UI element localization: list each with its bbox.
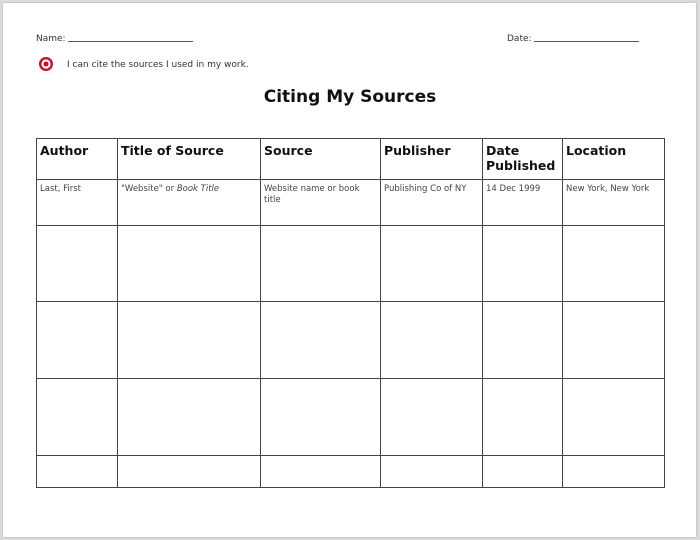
blank-cell[interactable]	[261, 379, 381, 456]
blank-cell[interactable]	[118, 302, 261, 379]
example-row	[37, 180, 665, 226]
blank-cell[interactable]	[483, 379, 563, 456]
blank-cell[interactable]	[563, 379, 665, 456]
example-title	[118, 180, 261, 226]
blank-cell[interactable]	[37, 302, 118, 379]
date-label: Date:	[507, 34, 532, 44]
column-header-title: Title of Source	[118, 139, 261, 180]
blank-cell[interactable]	[483, 456, 563, 488]
blank-cell[interactable]	[381, 302, 483, 379]
blank-cell[interactable]	[261, 226, 381, 302]
example-source: Website name or book title	[261, 180, 381, 226]
table-row	[37, 226, 665, 302]
table-row	[37, 456, 665, 488]
blank-cell[interactable]	[381, 379, 483, 456]
example-location: New York, New York	[563, 180, 665, 226]
target-icon	[38, 56, 54, 72]
blank-cell[interactable]	[37, 456, 118, 488]
blank-cell[interactable]	[118, 456, 261, 488]
blank-cell[interactable]	[118, 379, 261, 456]
blank-cell[interactable]	[563, 226, 665, 302]
blank-cell[interactable]	[37, 379, 118, 456]
example-author: Last, First	[37, 180, 118, 226]
example-title-prefix: "Website" or	[121, 184, 177, 194]
example-title-italic: Book Title	[176, 184, 220, 194]
example-date: 14 Dec 1999	[483, 180, 563, 226]
learning-target-text: I can cite the sources I used in my work.	[67, 60, 249, 70]
blank-cell[interactable]	[483, 302, 563, 379]
blank-cell[interactable]	[381, 456, 483, 488]
blank-cell[interactable]	[37, 226, 118, 302]
blank-cell[interactable]	[381, 226, 483, 302]
name-label: Name:	[36, 34, 66, 44]
page-title: Citing My Sources	[263, 87, 437, 107]
column-header-author: Author	[37, 139, 118, 180]
name-blank-line[interactable]	[68, 40, 193, 42]
blank-cell[interactable]	[261, 456, 381, 488]
column-header-publisher: Publisher	[381, 139, 483, 180]
date-blank-line[interactable]	[534, 40, 639, 42]
table-header-row	[37, 139, 665, 180]
table-row	[37, 379, 665, 456]
column-header-date-published: Date Published	[483, 139, 563, 180]
table-row	[37, 302, 665, 379]
citation-table	[36, 138, 665, 488]
date-field[interactable]	[507, 34, 639, 44]
blank-cell[interactable]	[118, 226, 261, 302]
blank-cell[interactable]	[563, 456, 665, 488]
column-header-location: Location	[563, 139, 665, 180]
blank-cell[interactable]	[261, 302, 381, 379]
blank-cell[interactable]	[483, 226, 563, 302]
example-publisher: Publishing Co of NY	[381, 180, 483, 226]
name-field[interactable]	[36, 34, 193, 44]
blank-cell[interactable]	[563, 302, 665, 379]
column-header-source: Source	[261, 139, 381, 180]
